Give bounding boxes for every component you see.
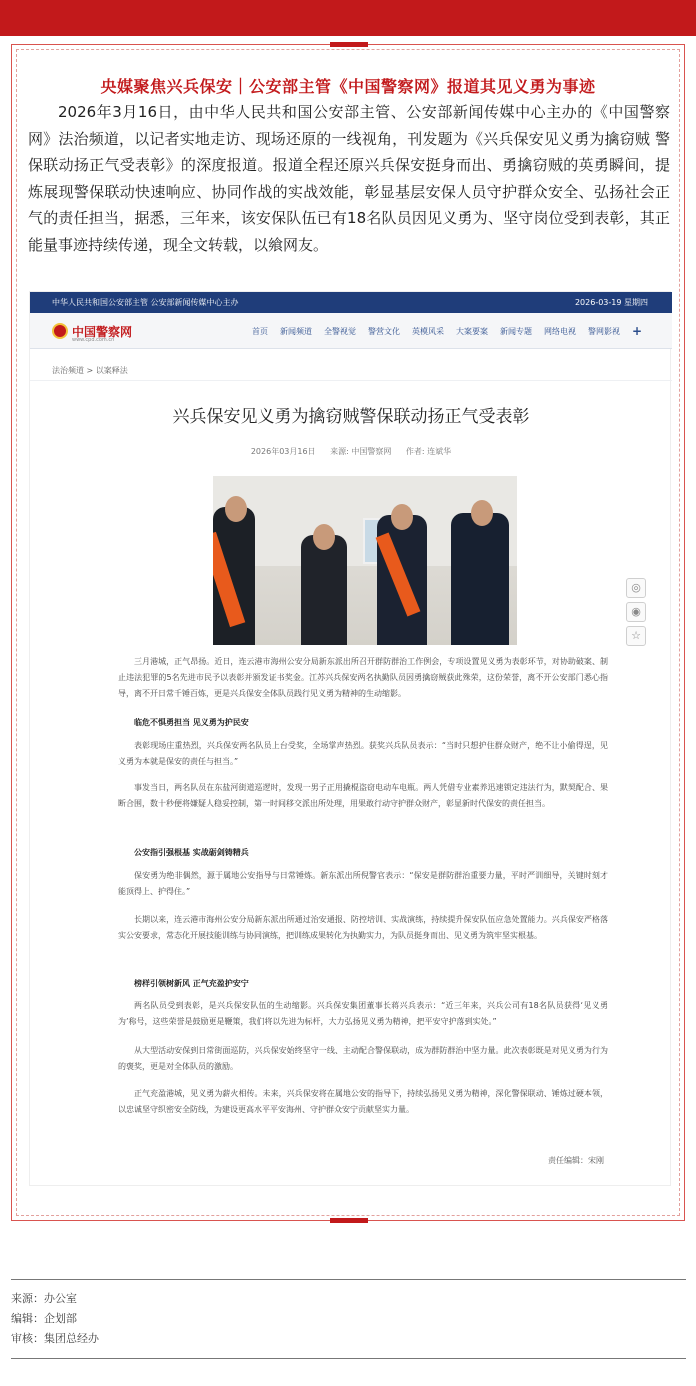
article-date: 2026年03月16日 xyxy=(250,447,316,456)
nav-item[interactable]: 警营文化 xyxy=(368,326,400,336)
article-meta xyxy=(30,446,672,457)
article-paragraph: 两名队员受到表彰，是兴兵保安队伍的生动缩影。兴兵保安集团董事长蒋兴兵表示：“近三年来，兴兵公司有18名队员获得‘见义勇为’称号，这些荣誉是鼓励更是鞭策，我们将以先进为标杆，大力弘扬见义勇为精神，把平安守护落到实处。” xyxy=(118,1001,608,1026)
top-banner-bar xyxy=(0,0,696,36)
article-paragraph: 从大型活动安保到日常街面巡防，兴兵保安始终坚守一线、主动配合警保联动，成为群防群治中坚力量。此次表彰既是对见义勇为行为的褒奖，更是对全体队员的激励。 xyxy=(118,1046,608,1071)
nav-item[interactable]: 新闻频道 xyxy=(280,326,312,336)
article-subheading: 榜样引领树新风 正气充盈护安宁 xyxy=(134,979,249,988)
site-topbar-left: 中华人民共和国公安部主管 公安部新闻传媒中心主办 xyxy=(52,298,239,307)
footer-review: 审核：集团总经办 xyxy=(11,1332,99,1345)
footer-divider xyxy=(11,1279,686,1280)
nav-item[interactable]: 警网影视 xyxy=(588,326,620,336)
logo-url: www.cpd.com.cn xyxy=(72,337,115,343)
weibo-icon[interactable]: ◉ xyxy=(626,602,646,622)
article-subheading: 临危不惧勇担当 见义勇为护民安 xyxy=(134,718,249,727)
article-author: 作者: 连斌华 xyxy=(405,447,452,456)
wechat-icon[interactable]: ◎ xyxy=(626,578,646,598)
breadcrumb[interactable]: 法治频道 > 以案释法 xyxy=(52,366,128,375)
article-paragraph: 长期以来，连云港市海州公安分局新东派出所通过治安通报、防控培训、实战演练，持续提升保安队伍应急处置能力。兴兵保安严格落实公安要求，常态化开展技能训练与协同演练，把训练成果转化为执勤实力，为队员挺身而出、见义勇为筑牢坚实根基。 xyxy=(118,915,608,940)
award-photo xyxy=(213,476,517,645)
article-paragraph: 保安勇为绝非偶然，源于属地公安指导与日常锤炼。新东派出所倪警官表示：“保安是群防群治重要力量，平时严训细导，关键时刻才能顶得上、护得住。” xyxy=(118,871,608,896)
favorite-icon[interactable]: ☆ xyxy=(626,626,646,646)
site-topbar-date: 2026-03-19 星期四 xyxy=(574,298,648,307)
embedded-article-screenshot xyxy=(29,291,671,1186)
nav-item[interactable]: 英模风采 xyxy=(412,326,444,336)
article-paragraph: 事发当日，两名队员在东盐河街道巡逻时，发现一男子正用撬棍盗窃电动车电瓶。两人凭借专业素养迅速锁定违法行为，默契配合、果断合围，数十秒便将嫌疑人稳妥控制，第一时间移交派出所处理，用果敢行动守护群众财产，彰显新时代保安的责任担当。 xyxy=(118,783,608,808)
responsible-editor: 责任编辑：宋刚 xyxy=(548,1156,604,1165)
nav-item[interactable]: 大案要案 xyxy=(456,326,488,336)
headline: 央媒聚焦兴兵保安｜公安部主管《中国警察网》报道其见义勇为事迹 xyxy=(100,77,596,96)
nav-more-icon[interactable]: + xyxy=(632,324,643,338)
nav-item[interactable]: 网络电视 xyxy=(544,326,576,336)
nav-item[interactable]: 新闻专题 xyxy=(500,326,532,336)
article-source: 来源: 中国警察网 xyxy=(330,447,392,456)
article-paragraph: 三月港城，正气昂扬。近日，连云港市海州公安分局新东派出所召开群防群治工作例会，专项设置见义勇为表彰环节，对协助破案、制止违法犯罪的5名先进市民予以表彰并颁发证书奖金。江苏兴兵保安两名执勤队员因勇擒窃贼获此殊荣，这份荣誉，离不开公安部门悉心指导，离不开日常千锤百炼，更是兴兵保安全体队员践行见义勇为精神的生动缩影。 xyxy=(118,657,608,698)
footer-divider xyxy=(11,1358,686,1359)
footer-editor: 编辑：企划部 xyxy=(11,1312,77,1325)
article-title: 兴兵保安见义勇为擒窃贼警保联动扬正气受表彰 xyxy=(172,407,530,427)
article-paragraph: 表彰现场庄重热烈，兴兵保安两名队员上台受奖，全场掌声热烈。获奖兴兵队员表示：“当时只想护住群众财产，绝不让小偷得逞，见义勇为本就是保安的责任与担当。” xyxy=(118,741,608,766)
site-nav xyxy=(30,313,672,349)
site-topbar xyxy=(30,292,672,313)
intro-paragraph: 2026年3月16日，由中华人民共和国公安部主管、公安部新闻传媒中心主办的《中国警察网》法治频道，以记者实地走访、现场还原的一线视角，刊发题为《兴兵保安见义勇为擒窃贼 警保联动扬正气受表彰》的深度报道。报道全程还原兴兵保安挺身而出、勇擒窃贼的英勇瞬间，提炼展现警保联动快速响应、协同作战的实战效能，彰显基层安保人员守护群众安全、弘扬社会正气的责任担当，据悉，三年来，该安保队伍已有18名队员因见义勇为、坚守岗位受到表彰，其正能量事迹持续传递，现全文转载，以飨网友。 xyxy=(28,103,670,254)
article-paragraph: 正气充盈港城，见义勇为薪火相传。未来，兴兵保安将在属地公安的指导下，持续弘扬见义勇为精神，深化警保联动、锤炼过硬本领，以忠诚坚守织密安全防线，为建设更高水平平安海州、守护群众安宁贡献坚实力量。 xyxy=(118,1089,608,1114)
police-badge-icon xyxy=(52,323,68,339)
article-subheading: 公安指引强根基 实战砺剑铸精兵 xyxy=(134,848,249,857)
nav-menu xyxy=(252,313,642,349)
nav-item[interactable]: 首页 xyxy=(252,326,268,336)
footer-source: 来源：办公室 xyxy=(11,1292,77,1305)
logo-text: 中国警察网 xyxy=(72,324,133,339)
nav-item[interactable]: 全警视觉 xyxy=(324,326,356,336)
